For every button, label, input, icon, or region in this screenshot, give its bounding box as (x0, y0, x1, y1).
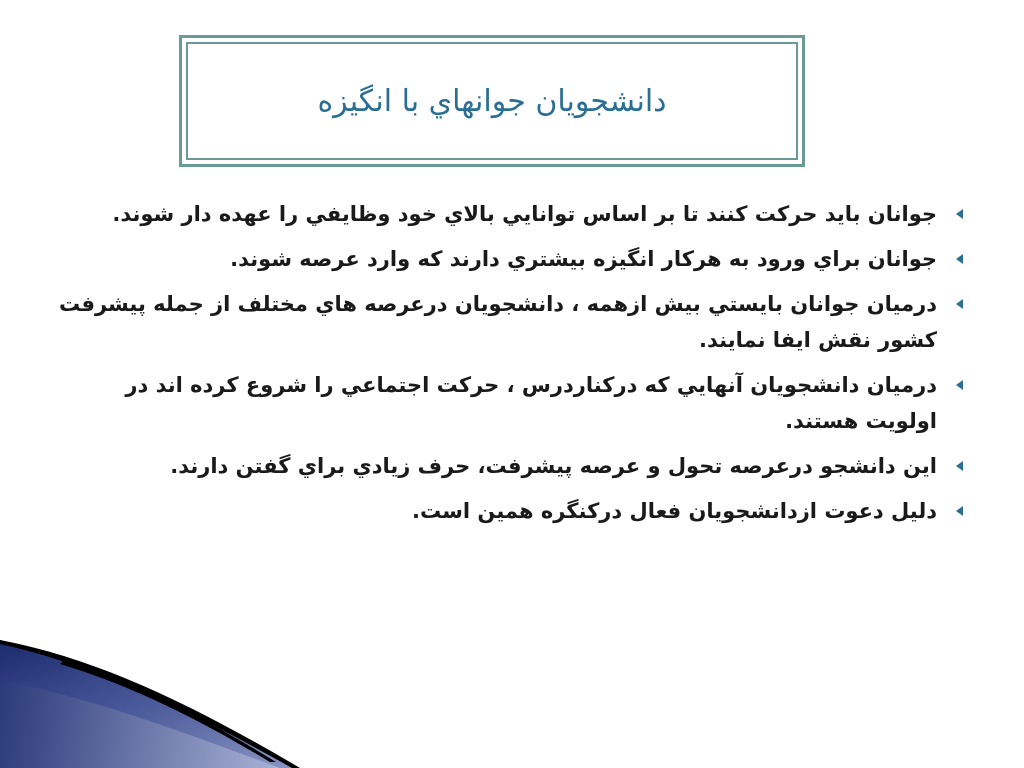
bullet-text: اين دانشجو درعرصه تحول و عرصه پيشرفت، حرف زيادي براي گفتن دارند. (170, 454, 937, 478)
triangle-bullet-icon (956, 380, 963, 390)
triangle-bullet-icon (956, 254, 963, 264)
slide-title: دانشجويان جوانهاي با انگيزه (317, 83, 667, 119)
title-frame (179, 35, 805, 167)
list-item (55, 493, 965, 529)
bullet-text: درميان جوانان بايستي بيش ازهمه ، دانشجويان درعرصه هاي مختلف از جمله پيشرفت کشور نقش ايفا نمايند. (59, 292, 937, 352)
bullet-list (55, 196, 965, 529)
bullet-text: جوانان براي ورود به هرکار انگيزه بيشتري دارند که وارد عرصه شوند. (230, 247, 937, 271)
list-item (55, 196, 965, 232)
bullet-text: دليل دعوت ازدانشجويان فعال درکنگره همين است. (412, 499, 937, 523)
list-item (55, 367, 965, 439)
decorative-swoosh (0, 640, 300, 768)
bullet-text: جوانان بايد حرکت کنند تا بر اساس توانايي بالاي خود وظايفي را عهده دار شوند. (112, 202, 937, 226)
list-item (55, 286, 965, 358)
triangle-bullet-icon (956, 506, 963, 516)
list-item (55, 241, 965, 277)
triangle-bullet-icon (956, 299, 963, 309)
bullet-text: درميان دانشجويان آنهايي که درکناردرس ، حرکت اجتماعي را شروع کرده اند در اولويت هستند. (125, 373, 937, 433)
triangle-bullet-icon (956, 209, 963, 219)
list-item (55, 448, 965, 484)
title-frame-inner (186, 42, 798, 160)
content-area (55, 196, 965, 538)
triangle-bullet-icon (956, 461, 963, 471)
